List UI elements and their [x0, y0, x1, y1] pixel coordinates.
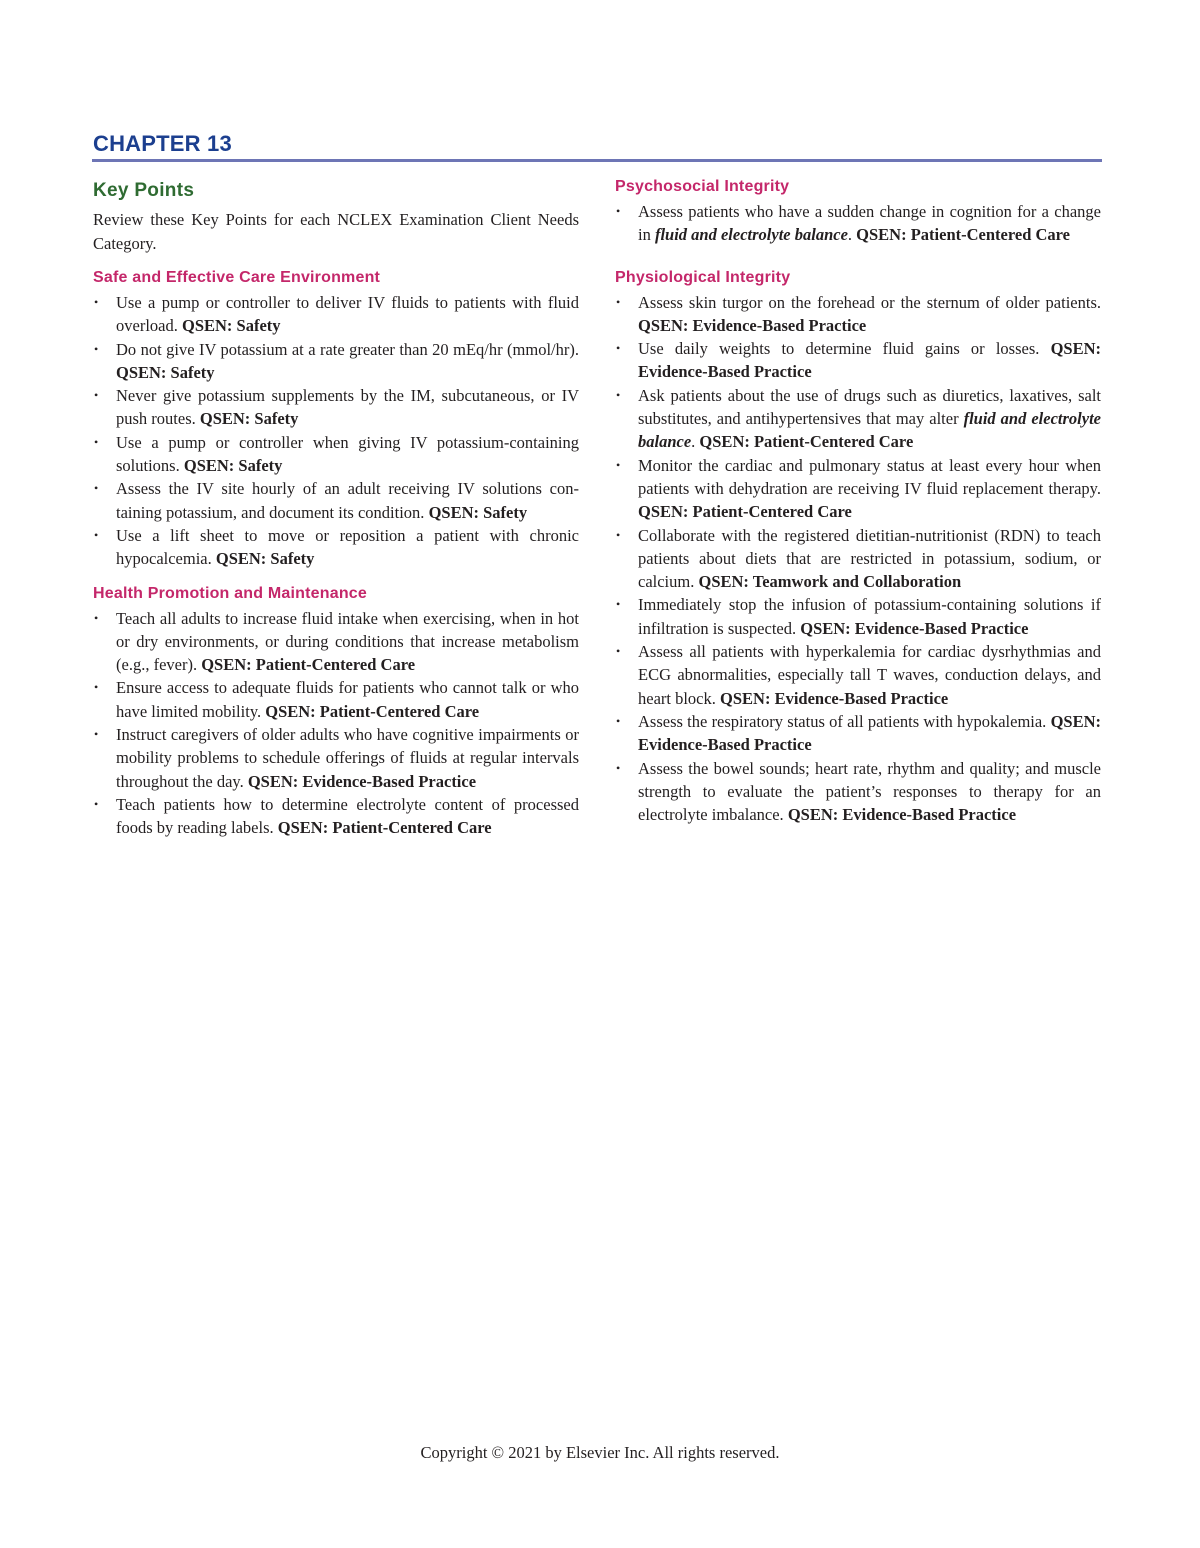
- list-item: • Do not give IV potassium at a rate greater than 20 mEq/hr (mmol/hr). QSEN: Safety: [94, 339, 579, 382]
- bullet-icon: •: [616, 387, 621, 402]
- bullet-icon: •: [616, 341, 621, 356]
- list-item: • Use a pump or controller to deliver IV fluids to patients with fluid overload. QSEN: Safety: [94, 293, 579, 336]
- qsen-label: QSEN: Patient-Centered Care: [277, 818, 492, 838]
- bullet-icon: •: [94, 610, 99, 625]
- list-item: • Collaborate with the registered dietitian-nutritionist (RDN) to teach patients about diets that are restricted in potassium, sodium, or calcium. QSEN: Teamwork and Collaboration: [616, 525, 1101, 592]
- list-item: • Ensure access to adequate fluids for patients who cannot talk or who have limited mobility. QSEN: Patient-Centered Care: [94, 678, 579, 721]
- psychosocial-list: [615, 200, 1101, 247]
- list-item: • Use daily weights to determine fluid gains or losses. QSEN: Evidence-Based Practice: [616, 339, 1101, 382]
- list-item: • Instruct caregivers of older adults who have cognitive impairments or mobility problems to schedule offerings of fluids at regular intervals throughout the day. QSEN: Evidence-Based Practice: [94, 725, 579, 791]
- list-item: • Assess skin turgor on the forehead or the sternum of older patients. QSEN: Evidence-Based Practice: [616, 292, 1101, 335]
- qsen-label: QSEN: Evidence-Based Practice: [638, 315, 867, 335]
- qsen-label: QSEN: Evidence-Based Practice: [638, 339, 1101, 382]
- qsen-label: QSEN: Patient-Centered Care: [699, 432, 914, 452]
- list-item: • Ask patients about the use of drugs such as diuretics, laxatives, salt substitutes, and antihypertensives that may alter fluid and electrolyte balance. QSEN: Patient-Centered Care: [616, 385, 1101, 452]
- bullet-icon: •: [94, 481, 99, 496]
- bullet-icon: •: [616, 760, 621, 775]
- list-item: • Use a lift sheet to move or reposition a patient with chronic hypocalcemia. QSEN: Safety: [94, 525, 579, 569]
- copyright-footer: Copyright © 2021 by Elsevier Inc. All rights reserved.: [420, 1443, 780, 1462]
- list-item: • Assess all patients with hyperkalemia for cardiac dysrhythmias and ECG abnormalities, especially tall T waves, conduction delays, and heart block. QSEN: Evidence-Based Practice: [616, 642, 1101, 708]
- bullet-icon: •: [94, 434, 99, 449]
- bullet-icon: •: [616, 457, 621, 472]
- emphasis-text: fluid and electrolyte balance: [638, 409, 1101, 452]
- list-item: • Never give potassium supplements by the IM, subcutaneous, or IV push routes. QSEN: Safety: [94, 386, 579, 429]
- qsen-label: QSEN: Safety: [183, 456, 283, 476]
- bullet-icon: •: [616, 713, 621, 728]
- qsen-label: QSEN: Patient-Centered Care: [201, 655, 416, 675]
- left-column: [93, 178, 579, 840]
- chapter-title: CHAPTER 13: [93, 131, 232, 156]
- qsen-label: QSEN: Safety: [116, 362, 215, 382]
- emphasis-text: fluid and electrolyte balance: [654, 225, 848, 245]
- bullet-icon: •: [94, 527, 99, 542]
- section-heading-health-promotion: Health Promotion and Maintenance: [93, 584, 367, 602]
- qsen-label: QSEN: Safety: [428, 502, 528, 522]
- list-item: • Assess patients who have a sudden change in cognition for a change in fluid and electrolyte balance. QSEN: Patient-Centered Care: [616, 202, 1101, 245]
- key-points-title: Key Points: [93, 180, 195, 201]
- qsen-label: QSEN: Safety: [215, 549, 315, 569]
- bullet-icon: •: [616, 204, 621, 218]
- qsen-label: QSEN: Evidence-Based Practice: [720, 688, 949, 708]
- list-item: • Teach all adults to increase fluid intake when exercising, when in hot or dry environments, or during conditions that increase metabolism (e.g., fever). QSEN: Patient-Centered Care: [94, 608, 579, 675]
- qsen-label: QSEN: Teamwork and Collaboration: [698, 572, 962, 592]
- qsen-label: QSEN: Patient-Centered Care: [638, 502, 852, 522]
- list-item: • Assess the IV site hourly of an adult receiving IV solutions containing potassium, and document its condition. QSEN: Safety: [94, 479, 579, 522]
- bullet-icon: •: [616, 644, 621, 659]
- safe-care-list: [93, 291, 579, 571]
- list-item: • Assess the respiratory status of all patients with hypokalemia. QSEN: Evidence-Based Practice: [616, 711, 1101, 755]
- physiological-list: [615, 291, 1101, 827]
- bullet-icon: •: [94, 341, 99, 356]
- bullet-icon: •: [616, 597, 621, 612]
- list-item: • Immediately stop the infusion of potassium-containing solutions if infiltration is suspected. QSEN: Evidence-Based Practice: [616, 595, 1101, 638]
- bullet-icon: •: [94, 796, 99, 811]
- bullet-icon: •: [616, 294, 621, 309]
- list-item: • Use a pump or controller when giving IV potassium-containing solutions. QSEN: Safety: [94, 432, 579, 476]
- qsen-label: QSEN: Safety: [181, 316, 281, 336]
- right-column: [615, 178, 1101, 826]
- qsen-label: QSEN: Evidence-Based Practice: [800, 618, 1029, 638]
- bullet-icon: •: [94, 388, 99, 403]
- list-item: • Assess the bowel sounds; heart rate, rhythm and quality; and muscle strength to evaluate the patient’s responses to therapy for an electrolyte imbalance. QSEN: Evidence-Based Practice: [616, 758, 1101, 825]
- section-heading-psychosocial: Psychosocial Integrity: [615, 178, 790, 195]
- section-heading-safe-care: Safe and Effective Care Environment: [93, 269, 381, 286]
- chapter-divider: [92, 159, 1102, 162]
- qsen-label: QSEN: Patient-Centered Care: [265, 701, 480, 721]
- bullet-icon: •: [616, 527, 621, 542]
- list-item: • Teach patients how to determine electrolyte content of processed foods by reading labels. QSEN: Patient-Centered Care: [94, 794, 579, 838]
- list-item: • Monitor the cardiac and pulmonary status at least every hour when patients with dehydration are receiving IV fluid replacement therapy. QSEN: Patient-Centered Care: [616, 455, 1101, 522]
- qsen-label: QSEN: Evidence-Based Practice: [247, 771, 477, 791]
- key-points-intro: Review these Key Points for each NCLEX Examination Client Needs Category.: [93, 210, 579, 253]
- qsen-label: QSEN: Safety: [199, 409, 299, 429]
- bullet-icon: •: [94, 295, 99, 309]
- bullet-icon: •: [94, 680, 99, 695]
- qsen-label: QSEN: Patient-Centered Care: [856, 225, 1071, 245]
- bullet-icon: •: [94, 727, 99, 742]
- qsen-label: QSEN: Evidence-Based Practice: [638, 711, 1101, 755]
- qsen-label: QSEN: Evidence-Based Practice: [787, 805, 1017, 825]
- section-heading-physiological: Physiological Integrity: [615, 268, 791, 286]
- health-promotion-list: [93, 607, 579, 840]
